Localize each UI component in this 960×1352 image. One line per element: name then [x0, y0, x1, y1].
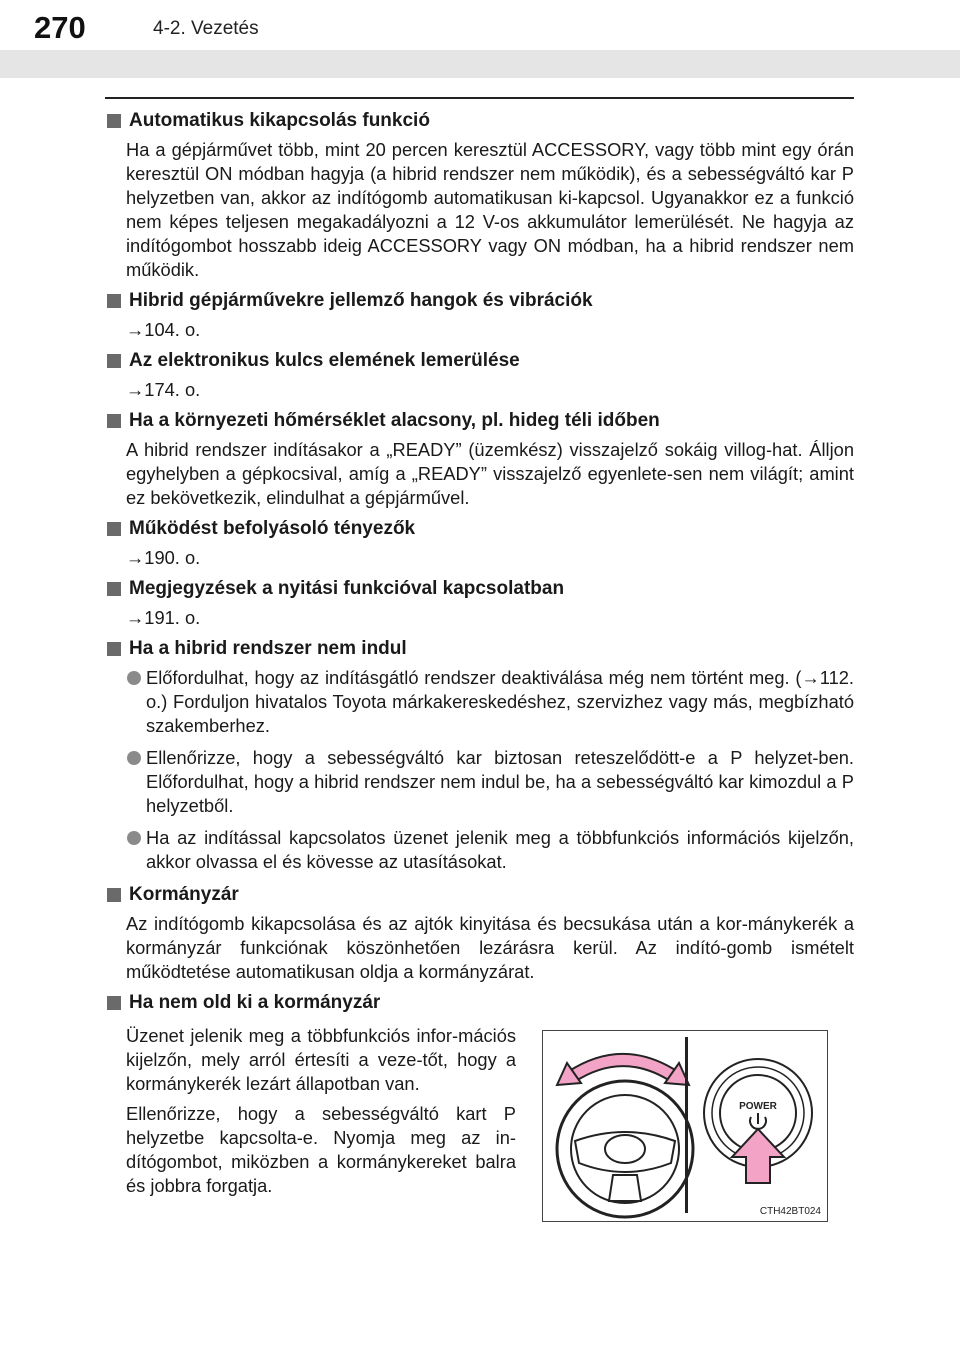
square-bullet-icon — [107, 888, 121, 902]
block-cold — [105, 408, 854, 510]
block-no-start — [105, 636, 854, 874]
square-bullet-icon — [107, 354, 121, 368]
square-bullet-icon — [107, 414, 121, 428]
steering-wheel-icon — [557, 1081, 693, 1217]
heading — [105, 288, 854, 314]
header-band — [0, 50, 960, 78]
block-sounds — [105, 288, 854, 342]
circle-bullet-icon — [127, 671, 141, 685]
top-rule — [105, 97, 854, 99]
square-bullet-icon — [107, 582, 121, 596]
paragraph: A hibrid rendszer indításakor a „READY” (üzemkész) visszajelző sokáig villog-hat. Álljon egyhelyben a gépkocsival, amíg a „READY” visszajelző egyenlete-sen nem világít; amint ez bekövetkezik, elindulhat a gépjárművel. — [126, 439, 854, 508]
list-item-text: Ha az indítással kapcsolatos üzenet jelenik meg a többfunkciós információs kijelzőn, akkor olvassa el és kövesse az utasításokat. — [146, 827, 854, 872]
block-unlock-notes — [105, 576, 854, 630]
square-bullet-icon — [107, 522, 121, 536]
block-auto-off — [105, 108, 854, 282]
square-bullet-icon — [107, 294, 121, 308]
divider — [685, 1037, 688, 1213]
square-bullet-icon — [107, 996, 121, 1010]
heading-text: Megjegyzések a nyitási funkcióval kapcsolatban — [129, 578, 565, 599]
heading — [105, 108, 854, 134]
paragraph: Az indítógomb kikapcsolása és az ajtók kinyitása és becsukása után a kor-mánykerék a kormányzár funkciónak köszönhetően lezárásra kerül. Az indító-gomb ismételt működtetése automatikusan oldja a kormányzárat. — [126, 913, 854, 982]
page-reference: →191. o. — [126, 607, 201, 628]
page-reference: →190. o. — [126, 547, 201, 568]
figure-code: CTH42BT024 — [759, 1206, 821, 1217]
heading-text: Hibrid gépjárművekre jellemző hangok és vibrációk — [129, 290, 593, 311]
paragraph: Ha a gépjárművet több, mint 20 percen keresztül ACCESSORY, vagy több mint egy órán keresztül ON módban hagyja (a hibrid rendszer nem működik), és a sebességváltó kar P helyzetben van, akkor az indítógomb automatikusan ki-kapcsol. Ugyanakkor ez a funkció nem képes teljesen megakadályozni a 12 V-os akkumulátor lemerülését. Ne hagyja az indítógombot hosszabb ideig ACCESSORY vagy ON módban, ha a hibrid rendszer nem működik. — [126, 139, 854, 280]
page-header — [0, 0, 960, 80]
paragraph: Üzenet jelenik meg a többfunkciós infor-mációs kijelzőn, mely arról értesíti a veze-tőt, hogy a kormánykerék lezárt állapotban van. — [126, 1025, 516, 1094]
content — [105, 108, 854, 1240]
heading-text: Működést befolyásoló tényezők — [129, 518, 416, 539]
list-item — [105, 826, 854, 874]
power-button-label: POWER — [739, 1101, 777, 1112]
illustration — [542, 1030, 828, 1222]
circle-bullet-icon — [127, 751, 141, 765]
list-item-text: Ellenőrizze, hogy a sebességváltó kar biztosan reteszelődött-e a P helyzet-ben. Előfordulhat, hogy a hibrid rendszer nem indul be, ha a sebességváltó kar kimozdul a P helyzetből. — [146, 747, 854, 816]
heading — [105, 348, 854, 374]
square-bullet-icon — [107, 114, 121, 128]
text-with-figure — [105, 1020, 854, 1240]
section-title: 4-2. Vezetés — [153, 18, 259, 39]
block-key-battery — [105, 348, 854, 402]
paragraph: Ellenőrizze, hogy a sebességváltó kart P helyzetbe kapcsolta-e. Nyomja meg az in-dítógombot, miközben a kormánykereket balra és jobbra forgatja. — [126, 1103, 516, 1196]
heading — [105, 408, 854, 434]
heading-text: Ha a hibrid rendszer nem indul — [129, 638, 407, 659]
page-reference: →174. o. — [126, 379, 201, 400]
heading-text: Automatikus kikapcsolás funkció — [129, 110, 430, 131]
square-bullet-icon — [107, 642, 121, 656]
heading-text: Ha a környezeti hőmérséklet alacsony, pl. hideg téli időben — [129, 410, 660, 431]
page-reference: →104. o. — [126, 319, 201, 340]
heading-text: Az elektronikus kulcs elemének lemerülése — [129, 350, 520, 371]
heading — [105, 636, 854, 662]
block-factors — [105, 516, 854, 570]
block-lock-release — [105, 990, 854, 1240]
list-item-text: Előfordulhat, hogy az indításgátló rendszer deaktiválása még nem történt meg. (→112. o.) Forduljon hivatalos Toyota márkakereskedéshez, szervizhez vagy más, megbízható szakemberhez. — [146, 667, 854, 736]
heading — [105, 516, 854, 542]
side-text — [126, 1024, 516, 1204]
block-steering-lock — [105, 882, 854, 984]
heading — [105, 882, 854, 908]
heading — [105, 576, 854, 602]
steering-power-illustration — [543, 1031, 827, 1221]
circle-bullet-icon — [127, 831, 141, 845]
heading-text: Kormányzár — [129, 884, 239, 905]
list-item — [105, 666, 854, 738]
list-item — [105, 746, 854, 818]
heading-text: Ha nem old ki a kormányzár — [129, 992, 381, 1013]
heading — [105, 990, 854, 1016]
page-number: 270 — [34, 10, 86, 45]
